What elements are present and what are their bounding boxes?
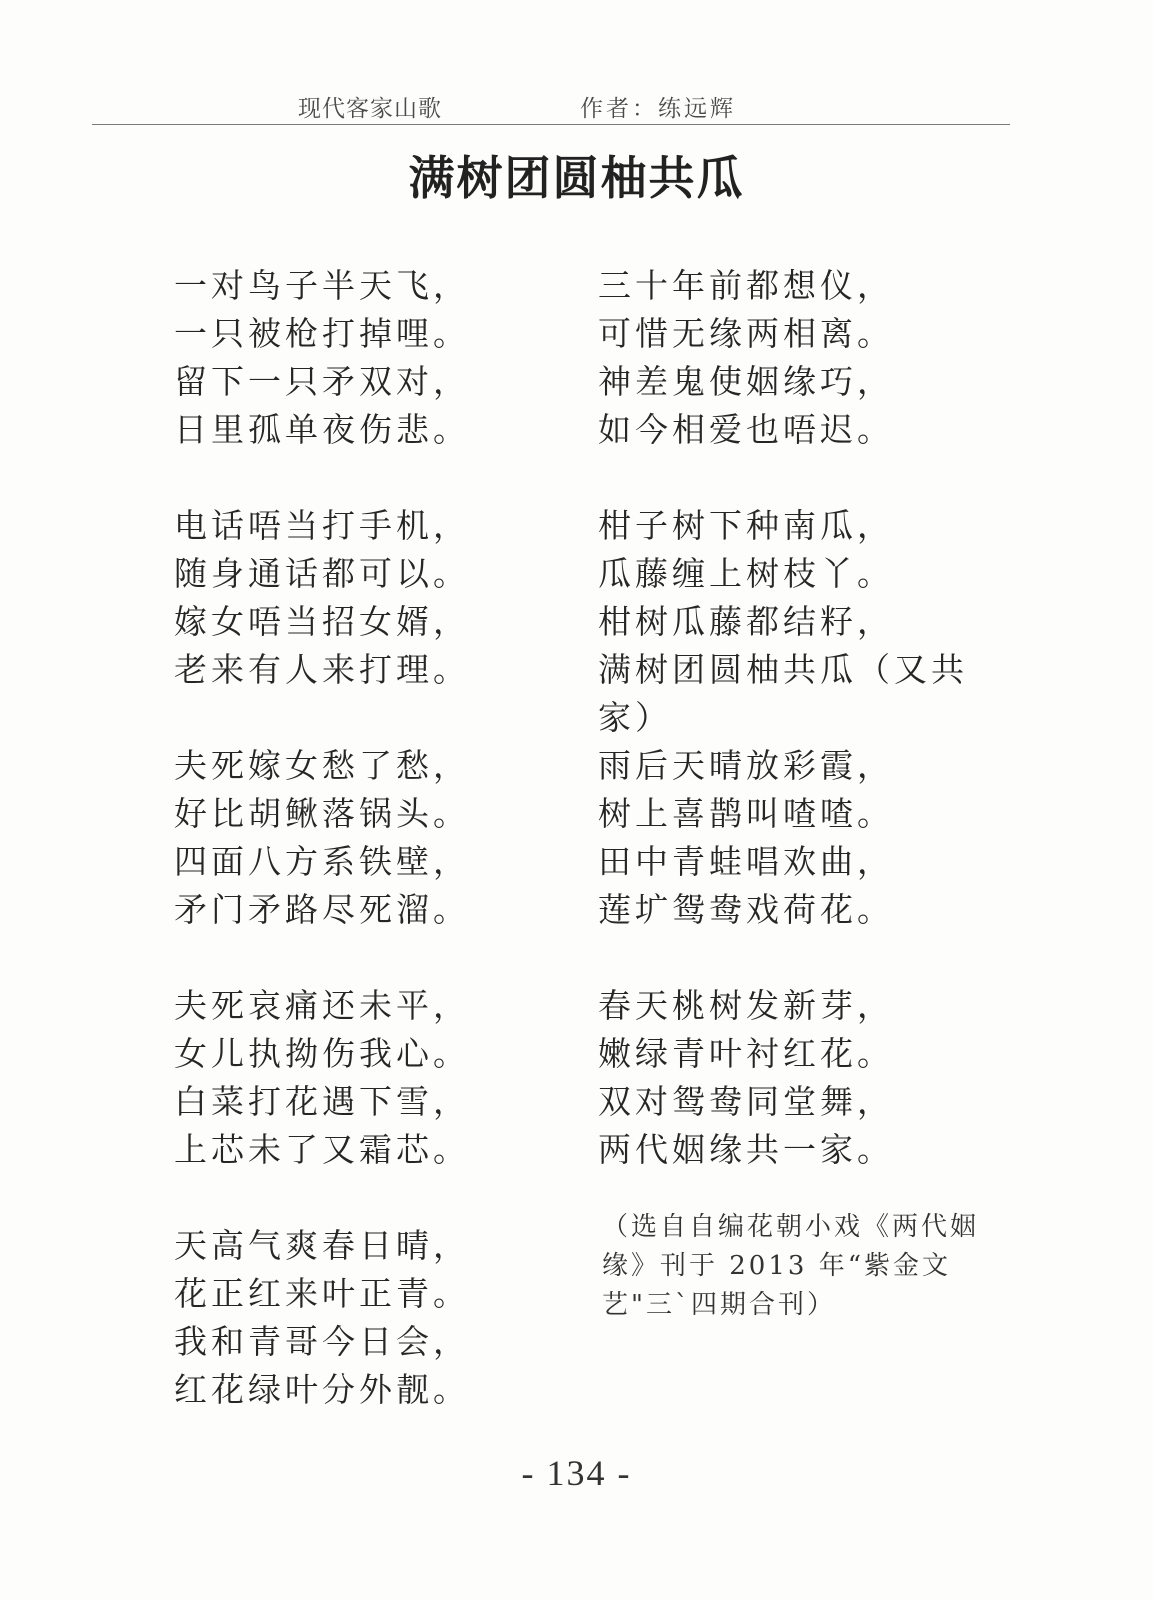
poem-line: 留下一只矛双对，: [174, 362, 470, 401]
poem-line: 我和青哥今日会，: [174, 1322, 470, 1361]
poem-line: 花正红来叶正青。: [174, 1274, 470, 1313]
poem-line: 一对鸟子半天飞，: [174, 266, 470, 305]
poem-line: 随身通话都可以。: [174, 554, 470, 593]
poem-line: 神差鬼使姻缘巧，: [598, 362, 894, 401]
header-rule: [92, 124, 1010, 125]
poem-line: 天高气爽春日晴，: [174, 1226, 470, 1265]
poem-line: 双对鸳鸯同堂舞，: [598, 1082, 894, 1121]
source-note: （选自自编花朝小戏《两代姻缘》刊于 2013 年“紫金文艺"三`四期合刊）: [602, 1212, 980, 1320]
poem-line: 三十年前都想仪，: [598, 266, 894, 305]
stanza: [174, 742, 594, 934]
poem-line: 矛门矛路尽死溜。: [174, 890, 470, 929]
stanza: [174, 1222, 594, 1414]
poem-line: 女儿执拗伤我心。: [174, 1034, 470, 1073]
poem-line: 柑树瓜藤都结籽，: [598, 602, 894, 641]
poem-line: 老来有人来打理。: [174, 650, 470, 689]
page-number: - 134 -: [521, 1453, 632, 1493]
poem-line: 可惜无缘两相离。: [598, 314, 894, 353]
poem-line: 莲圹鸳鸯戏荷花。: [598, 890, 894, 929]
poem-line: 好比胡鳅落锅头。: [174, 794, 470, 833]
author-line: 作者：练远辉: [580, 96, 736, 122]
poem-line: 夫死嫁女愁了愁，: [174, 746, 470, 785]
poem-line: 田中青蛙唱欢曲，: [598, 842, 894, 881]
poem-line: 白菜打花遇下雪，: [174, 1082, 470, 1121]
poem-line: 瓜藤缠上树枝丫。: [598, 554, 894, 593]
poem-line: 嫩绿青叶衬红花。: [598, 1034, 894, 1073]
right-column: [598, 262, 1008, 1325]
poem-line: 树上喜鹊叫喳喳。: [598, 794, 894, 833]
poem-line: 夫死哀痛还未平，: [174, 986, 470, 1025]
poem-line: 嫁女唔当招女婿，: [174, 602, 470, 641]
poem-line: 一只被枪打掉哩。: [174, 314, 470, 353]
stanza: [174, 502, 594, 694]
stanza: [598, 982, 1008, 1174]
poem-line: 四面八方系铁壁，: [174, 842, 470, 881]
left-column: [174, 262, 594, 1462]
poem-line: 春天桃树发新芽，: [598, 986, 894, 1025]
poem-line: 满树团圆柚共瓜（又共家）: [598, 650, 968, 737]
stanza: [598, 262, 1008, 454]
poem-line: 雨后天晴放彩霞，: [598, 746, 894, 785]
stanza: [598, 502, 1008, 742]
poem-title: 满树团圆柚共瓜: [408, 151, 745, 205]
poem-line: 日里孤单夜伤悲。: [174, 410, 470, 449]
stanza: [174, 982, 594, 1174]
poem-line: 上芯未了又霜芯。: [174, 1130, 470, 1169]
poem-line: 如今相爱也唔迟。: [598, 410, 894, 449]
stanza: [174, 262, 594, 454]
book-title: 现代客家山歌: [298, 96, 442, 122]
running-header: [0, 86, 1153, 126]
stanza: [598, 742, 1008, 934]
poem-line: 红花绿叶分外靓。: [174, 1370, 470, 1409]
poem-line: 柑子树下种南瓜，: [598, 506, 894, 545]
poem-line: 两代姻缘共一家。: [598, 1130, 894, 1169]
poem-line: 电话唔当打手机，: [174, 506, 470, 545]
